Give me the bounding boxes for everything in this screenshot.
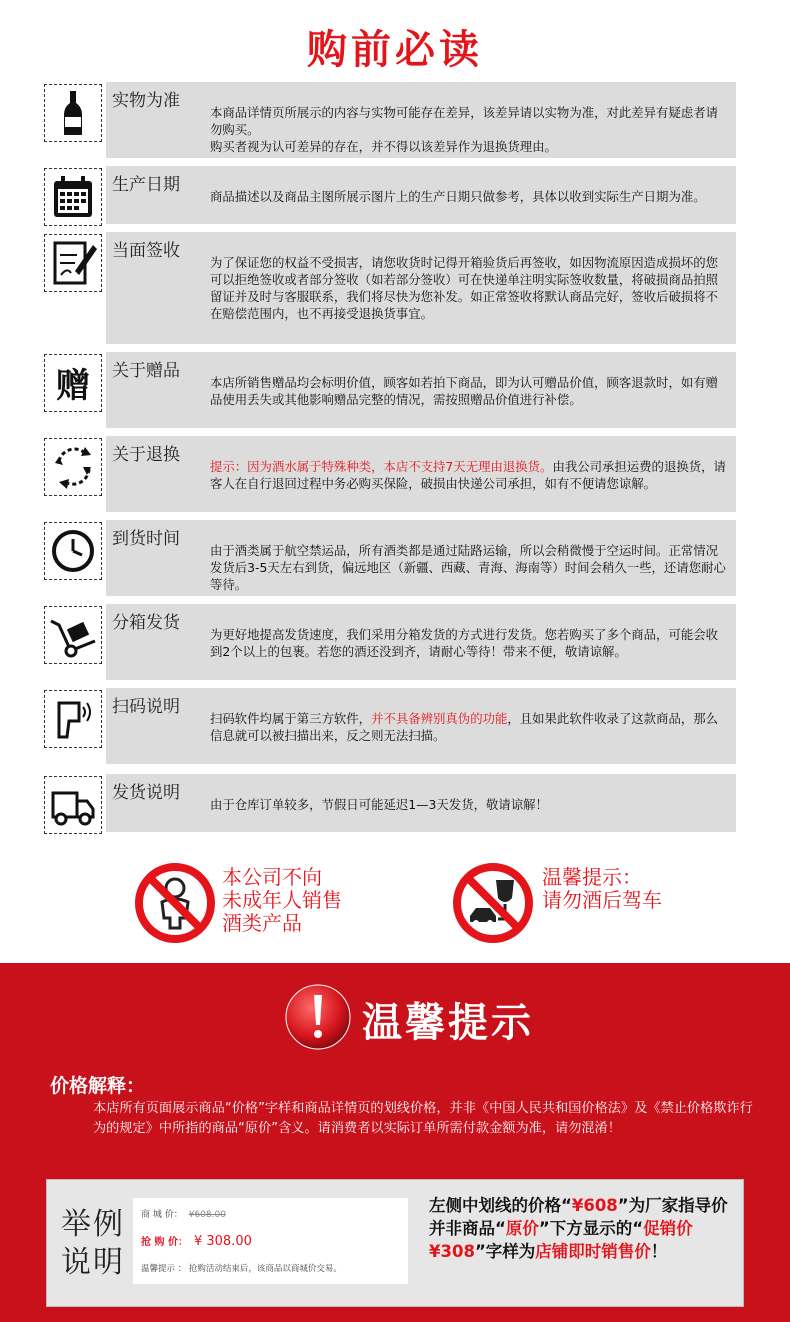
info-heading: 发货说明 bbox=[112, 783, 180, 803]
price-explanation-heading: 价格解释： bbox=[50, 1075, 146, 1097]
info-row bbox=[44, 166, 736, 224]
explain-highlight: 促销价¥308 bbox=[429, 1219, 693, 1261]
clock-icon bbox=[44, 522, 102, 580]
scanner-icon bbox=[44, 690, 102, 748]
drive-line-2: 请勿酒后驾车 bbox=[542, 888, 662, 912]
body-text: ，且如果此软件收录了这款商品，那么信息就可以被扫描出来，反之则无法扫描。 bbox=[210, 711, 719, 743]
explain-highlight: 店铺即时销售价 bbox=[535, 1242, 651, 1261]
body-text: 由于酒类属于航空禁运品，所有酒类都是通过陆路运输，所以会稍微慢于空运时间。正常情况发货后3-5天左右到货，偏远地区（新疆、西藏、青海、海南等）时间会稍久一些，还请您耐心等待。 bbox=[210, 543, 726, 592]
info-heading: 分箱发货 bbox=[112, 613, 180, 633]
info-heading: 扫码说明 bbox=[112, 697, 180, 717]
info-row bbox=[44, 82, 736, 158]
info-panel bbox=[106, 352, 736, 428]
info-panel bbox=[106, 232, 736, 344]
body-text: 由我公司承担运费的退换货，请客人在自行退回过程中务必购买保险，破损由快递公司承担，如有不便请您谅解。 bbox=[210, 459, 726, 491]
info-heading: 生产日期 bbox=[112, 175, 180, 195]
svg-text:赠: 赠 bbox=[56, 366, 90, 406]
price-explanation-text: 本店所有页面展示商品“价格”字样和商品详情页的划线价格，并非《中国人民共和国价格法》及《禁止价格欺诈行为的规定》中所指的商品“原价”含义。请消费者以实际订单所需付款金额为准，请勿混淆！ bbox=[93, 1101, 753, 1136]
promo-price-label: 抢 购 价： bbox=[141, 1237, 188, 1248]
info-body bbox=[210, 188, 728, 205]
example-label-line-2: 说明 bbox=[61, 1245, 125, 1280]
info-body bbox=[210, 104, 728, 155]
market-price-row bbox=[141, 1207, 226, 1220]
no-drink-drive-icon bbox=[452, 862, 534, 944]
explain-text: ！ bbox=[650, 1242, 668, 1261]
market-price-value: ¥608.00 bbox=[188, 1210, 226, 1220]
promo-price-value: ¥ 308.00 bbox=[193, 1234, 252, 1249]
info-heading: 关于赠品 bbox=[112, 361, 180, 381]
info-body bbox=[210, 710, 728, 744]
example-label-line-1: 举例 bbox=[61, 1207, 125, 1242]
body-text: 为了保证您的权益不受损害，请您收货时记得开箱验货后再签收，如因物流原因造成损坏的您可以拒绝签收或者部分签收（如若部分签收）可在快递单注明实际签收数量，将破损商品拍照留证并及时与客服联系，我们将尽快为您补发。如正常签收将默认商品完好，签收后破损将不在赔偿范围内，也不再接受退换货事宜。 bbox=[210, 255, 719, 321]
body-text: 扫码软件均属于第三方软件， bbox=[210, 711, 372, 726]
explain-text: 左侧中划线的价格“ bbox=[429, 1196, 572, 1215]
example-label bbox=[61, 1206, 125, 1282]
calendar-icon bbox=[44, 168, 102, 226]
info-body bbox=[210, 254, 728, 322]
page-title: 购前必读 bbox=[307, 27, 483, 73]
market-price-label: 商 城 价： bbox=[141, 1210, 183, 1220]
body-text: 为更好地提高发货速度，我们采用分箱发货的方式进行发货。您若购买了多个商品，可能会收到2个以上的包裹。若您的酒还没到齐，请耐心等待！带来不便，敬请谅解。 bbox=[210, 627, 719, 659]
body-text: 由于仓库订单较多，节假日可能延迟1—3天发货，敬请谅解！ bbox=[210, 797, 548, 812]
info-panel bbox=[106, 520, 736, 596]
sign-form-icon bbox=[44, 234, 102, 292]
info-panel bbox=[106, 774, 736, 832]
gift-character-icon bbox=[44, 354, 102, 412]
info-row bbox=[44, 520, 736, 596]
minor-line-1: 本公司不向 bbox=[222, 865, 322, 889]
warm-notice-title: 温馨提示 bbox=[362, 1000, 534, 1046]
body-text: 购买者视为认可差异的存在，并不得以该差异作为退换货理由。 bbox=[210, 139, 557, 154]
info-body bbox=[210, 796, 728, 813]
info-panel bbox=[106, 82, 736, 158]
delivery-truck-icon bbox=[44, 776, 102, 834]
hand-truck-icon bbox=[44, 606, 102, 664]
drive-line-1: 温馨提示： bbox=[542, 865, 642, 889]
wine-bottle-icon bbox=[44, 84, 102, 142]
price-card bbox=[133, 1198, 408, 1284]
info-row bbox=[44, 688, 736, 764]
no-minors-icon bbox=[134, 862, 216, 944]
explain-highlight: ¥608 bbox=[571, 1196, 618, 1215]
minor-line-3: 酒类产品 bbox=[222, 911, 302, 935]
highlight-text: 提示：因为酒水属于特殊种类，本店不支持7天无理由退换货。 bbox=[210, 459, 553, 474]
info-panel bbox=[106, 688, 736, 764]
price-card-tip: 温馨提示 ： 抢购活动结束后，该商品以商城价交易。 bbox=[141, 1264, 342, 1274]
explain-text: ”字样为 bbox=[474, 1242, 536, 1261]
info-body bbox=[210, 542, 728, 593]
info-panel bbox=[106, 604, 736, 680]
no-drink-drive-warning bbox=[452, 862, 692, 942]
explain-text: ”下方显示的“ bbox=[538, 1219, 644, 1238]
info-body bbox=[210, 458, 728, 492]
example-explanation bbox=[429, 1194, 729, 1263]
exclamation-icon bbox=[282, 981, 354, 1053]
no-minors-warning bbox=[134, 862, 364, 942]
explain-text: ”为厂家指导价并非商品“ bbox=[429, 1196, 728, 1238]
info-heading: 关于退换 bbox=[112, 445, 180, 465]
info-panel bbox=[106, 166, 736, 224]
promo-price-row bbox=[141, 1233, 252, 1249]
explain-highlight: 原价 bbox=[505, 1219, 539, 1238]
warm-notice-section bbox=[0, 963, 790, 1322]
info-row bbox=[44, 436, 736, 512]
exchange-cycle-icon bbox=[44, 438, 102, 496]
info-heading: 实物为准 bbox=[112, 91, 180, 111]
body-text: 本商品详情页所展示的内容与实物可能存在差异，该差异请以实物为准，对此差异有疑虑者请勿购买。 bbox=[210, 105, 719, 137]
info-heading: 到货时间 bbox=[112, 529, 180, 549]
minor-line-2: 未成年人销售 bbox=[222, 888, 342, 912]
highlight-text: 并不具备辨别真伪的功能 bbox=[371, 711, 508, 726]
info-row bbox=[44, 604, 736, 680]
info-body bbox=[210, 626, 728, 660]
info-row bbox=[44, 232, 736, 344]
info-heading: 当面签收 bbox=[112, 241, 180, 261]
info-panel bbox=[106, 436, 736, 512]
info-row bbox=[44, 774, 736, 832]
info-row bbox=[44, 352, 736, 428]
info-body bbox=[210, 374, 728, 408]
body-text: 本店所销售赠品均会标明价值，顾客如若拍下商品，即为认可赠品价值，顾客退款时，如有赠品使用丢失或其他影响赠品完整的情况，需按照赠品价值进行补偿。 bbox=[210, 375, 719, 407]
body-text: 商品描述以及商品主图所展示图片上的生产日期只做参考，具体以收到实际生产日期为准。 bbox=[210, 189, 706, 204]
example-box bbox=[46, 1179, 744, 1307]
